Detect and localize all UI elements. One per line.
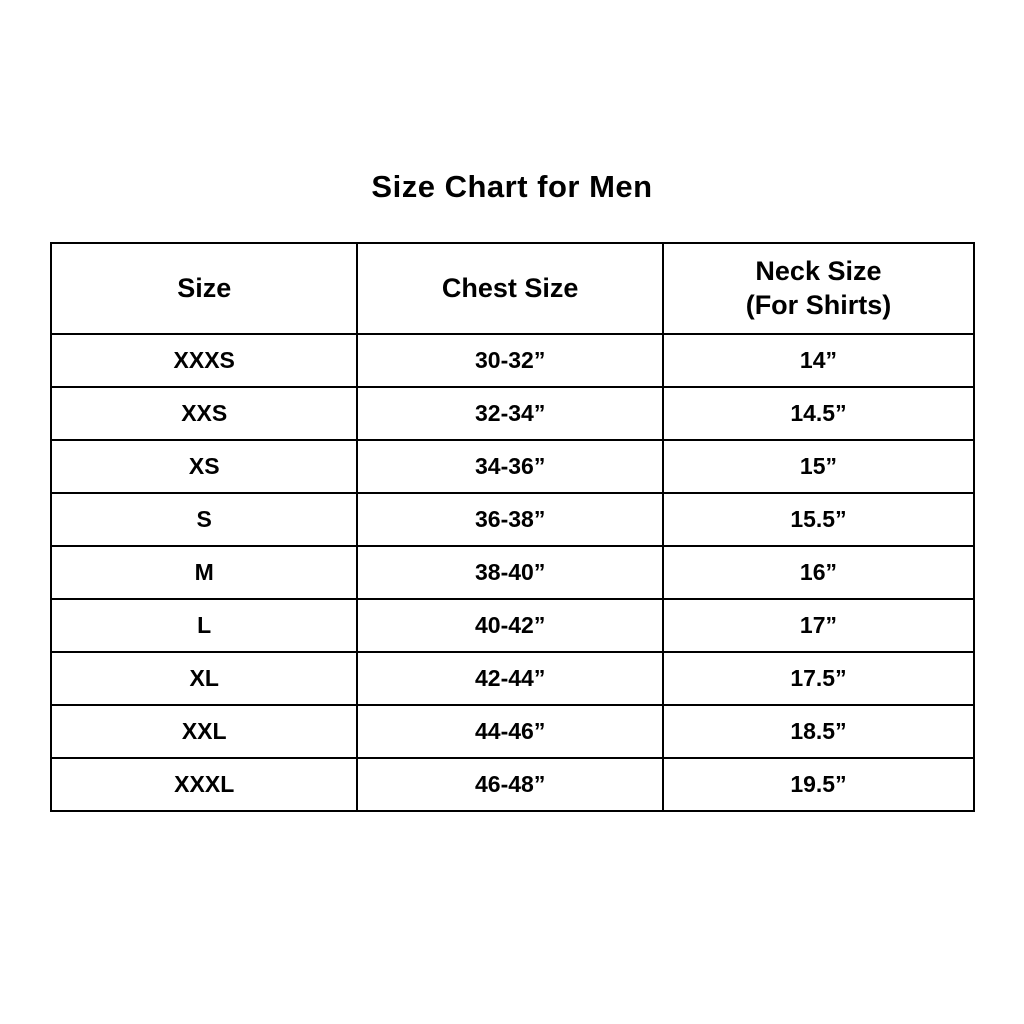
table-row bbox=[51, 705, 974, 758]
size-cell: XL bbox=[51, 652, 357, 705]
size-cell: XXS bbox=[51, 387, 357, 440]
chest-cell: 40-42” bbox=[357, 599, 663, 652]
chest-cell: 36-38” bbox=[357, 493, 663, 546]
neck-cell: 17” bbox=[663, 599, 974, 652]
chest-cell: 44-46” bbox=[357, 705, 663, 758]
size-chart-table bbox=[50, 242, 975, 812]
table-row bbox=[51, 334, 974, 387]
size-cell: XS bbox=[51, 440, 357, 493]
neck-size-sublabel: (For Shirts) bbox=[745, 289, 892, 320]
size-cell: M bbox=[51, 546, 357, 599]
size-cell: XXXL bbox=[51, 758, 357, 811]
table-header-row bbox=[51, 243, 974, 334]
chest-cell: 30-32” bbox=[357, 334, 663, 387]
neck-cell: 14.5” bbox=[663, 387, 974, 440]
neck-cell: 14” bbox=[663, 334, 974, 387]
neck-cell: 15.5” bbox=[663, 493, 974, 546]
chest-cell: 34-36” bbox=[357, 440, 663, 493]
chest-cell: 38-40” bbox=[357, 546, 663, 599]
neck-cell: 18.5” bbox=[663, 705, 974, 758]
table-row bbox=[51, 758, 974, 811]
size-cell: XXXS bbox=[51, 334, 357, 387]
table-row bbox=[51, 387, 974, 440]
table-row bbox=[51, 652, 974, 705]
chest-cell: 42-44” bbox=[357, 652, 663, 705]
column-header-chest-size: Chest Size bbox=[357, 243, 663, 334]
page-title: Size Chart for Men bbox=[371, 169, 653, 204]
table-row bbox=[51, 493, 974, 546]
table-row bbox=[51, 599, 974, 652]
neck-cell: 15” bbox=[663, 440, 974, 493]
chest-cell: 46-48” bbox=[357, 758, 663, 811]
chest-cell: 32-34” bbox=[357, 387, 663, 440]
size-cell: L bbox=[51, 599, 357, 652]
column-header-size: Size bbox=[51, 243, 357, 334]
neck-size-label: Neck Size bbox=[755, 255, 882, 286]
table-row bbox=[51, 440, 974, 493]
neck-cell: 17.5” bbox=[663, 652, 974, 705]
table-row bbox=[51, 546, 974, 599]
neck-cell: 19.5” bbox=[663, 758, 974, 811]
neck-cell: 16” bbox=[663, 546, 974, 599]
size-cell: S bbox=[51, 493, 357, 546]
column-header-neck-size bbox=[663, 243, 974, 334]
size-cell: XXL bbox=[51, 705, 357, 758]
